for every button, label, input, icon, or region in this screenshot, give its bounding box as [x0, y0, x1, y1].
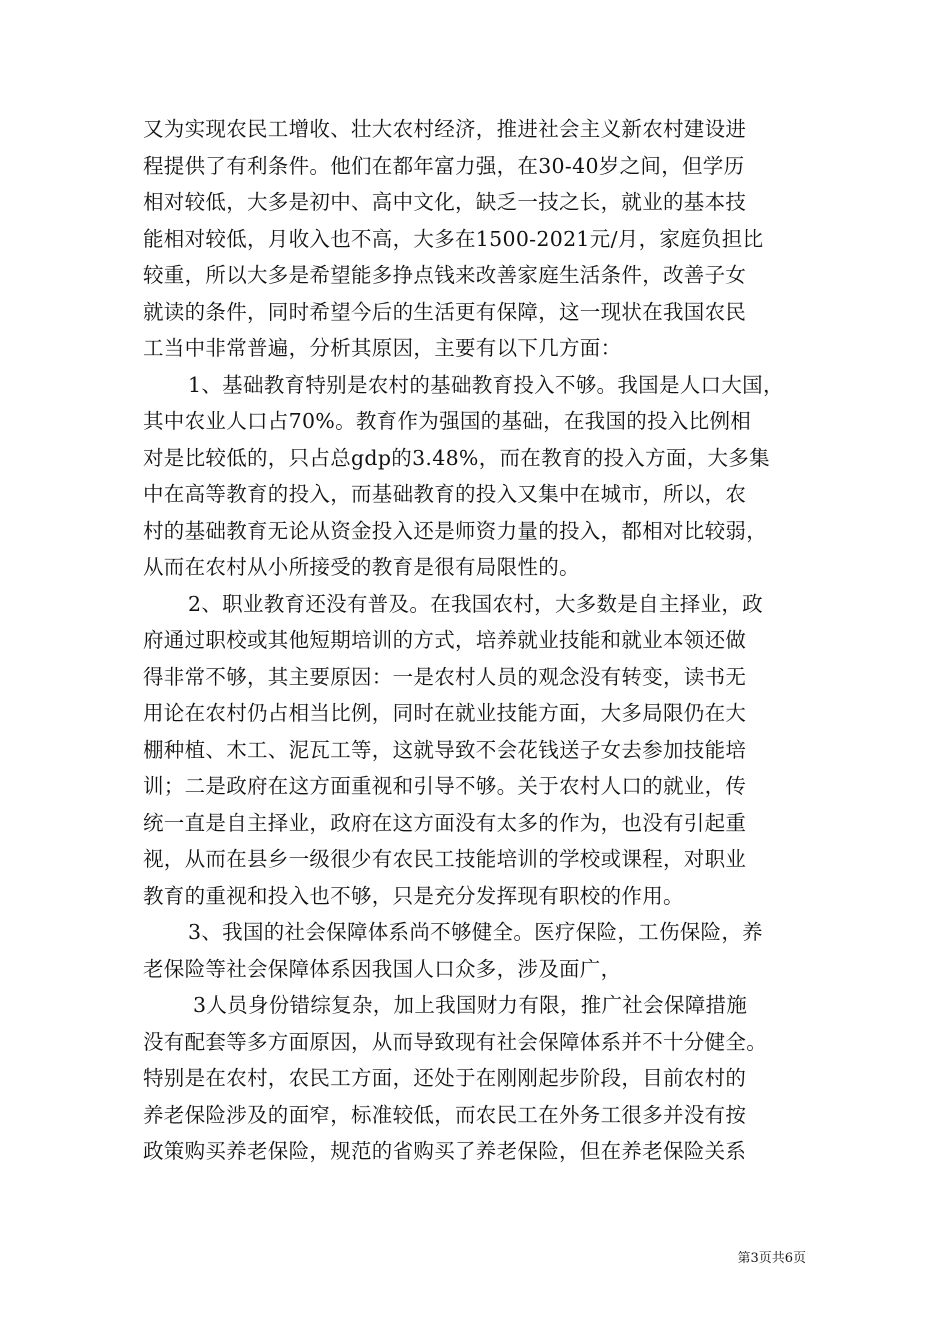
text-line: 相对较低，大多是初中、高中文化，缺乏一技之长，就业的基本技: [143, 190, 747, 214]
body-text: [143, 111, 815, 1170]
text-line: 棚种植、木工、泥瓦工等，这就导致不会花钱送子女去参加技能培: [143, 737, 747, 762]
paragraph-1-first-line: 1、基础教育特别是农村的基础教育投入不够。我国是人口大国，: [188, 372, 784, 397]
text-line: 村的基础教育无论从资金投入还是师资力量的投入，都相对比较弱，: [143, 518, 767, 543]
text-line: 又为实现农民工增收、壮大农村经济，推进社会主义新农村建设进: [143, 117, 747, 141]
text-line: 视，从而在县乡一级很少有农民工技能培训的学校或课程，对职业: [143, 847, 747, 871]
text-line: 较重，所以大多是希望能多挣点钱来改善家庭生活条件，改善子女: [143, 263, 747, 287]
paragraph-3-first-line: 3、我国的社会保障体系尚不够健全。医疗保险，工伤保险，养: [188, 920, 763, 944]
text-line: 用论在农村仍占相当比例，同时在就业技能方面，大多局限仍在大: [143, 701, 747, 725]
text-line: 从而在农村从小所接受的教育是很有局限性的。: [143, 555, 580, 579]
text-line: 得非常不够，其主要原因：一是农村人员的观念没有转变，读书无: [143, 664, 747, 689]
page-number-footer: 第3页共6页: [737, 1251, 806, 1266]
text-line: 府通过职校或其他短期培训的方式，培养就业技能和就业本领还做: [143, 628, 747, 652]
text-line: 老保险等社会保障体系因我国人口众多，涉及面广，: [143, 956, 622, 981]
text-line: 没有配套等多方面原因，从而导致现有社会保障体系并不十分健全。: [143, 1029, 767, 1054]
text-line: 教育的重视和投入也不够，只是充分发挥现有职校的作用。: [143, 883, 684, 908]
text-line: 程提供了有利条件。他们在都年富力强，在30-40岁之间，但学历: [143, 153, 745, 178]
text-line: 其中农业人口占70%。教育作为强国的基础，在我国的投入比例相: [143, 409, 752, 433]
text-line: 能相对较低，月收入也不高，大多在1500-2021元/月，家庭负担比: [143, 226, 764, 251]
text-line: 养老保险涉及的面窄，标准较低，而农民工在外务工很多并没有按: [143, 1102, 747, 1127]
text-line: 就读的条件，同时希望今后的生活更有保障，这一现状在我国农民: [143, 299, 747, 324]
text-line: 工当中非常普遍，分析其原因，主要有以下几方面：: [143, 336, 622, 360]
text-line: 对是比较低的，只占总gdp的3.48%，而在教育的投入方面，大多集: [143, 445, 770, 470]
text-line: 特别是在农村，农民工方面，还处于在刚刚起步阶段，目前农村的: [143, 1066, 747, 1090]
paragraph-4-first-line: 3人员身份错综复杂，加上我国财力有限，推广社会保障措施: [193, 993, 748, 1017]
text-line: 统一直是自主择业，政府在这方面没有太多的作为，也没有引起重: [143, 810, 747, 835]
text-line: 中在高等教育的投入，而基础教育的投入又集中在城市，所以，农: [143, 482, 747, 506]
text-line: 政策购买养老保险，规范的省购买了养老保险，但在养老保险关系: [143, 1139, 747, 1163]
text-line: 训；二是政府在这方面重视和引导不够。关于农村人口的就业，传: [143, 774, 747, 798]
paragraph-2-first-line: 2、职业教育还没有普及。在我国农村，大多数是自主择业，政: [188, 591, 763, 616]
